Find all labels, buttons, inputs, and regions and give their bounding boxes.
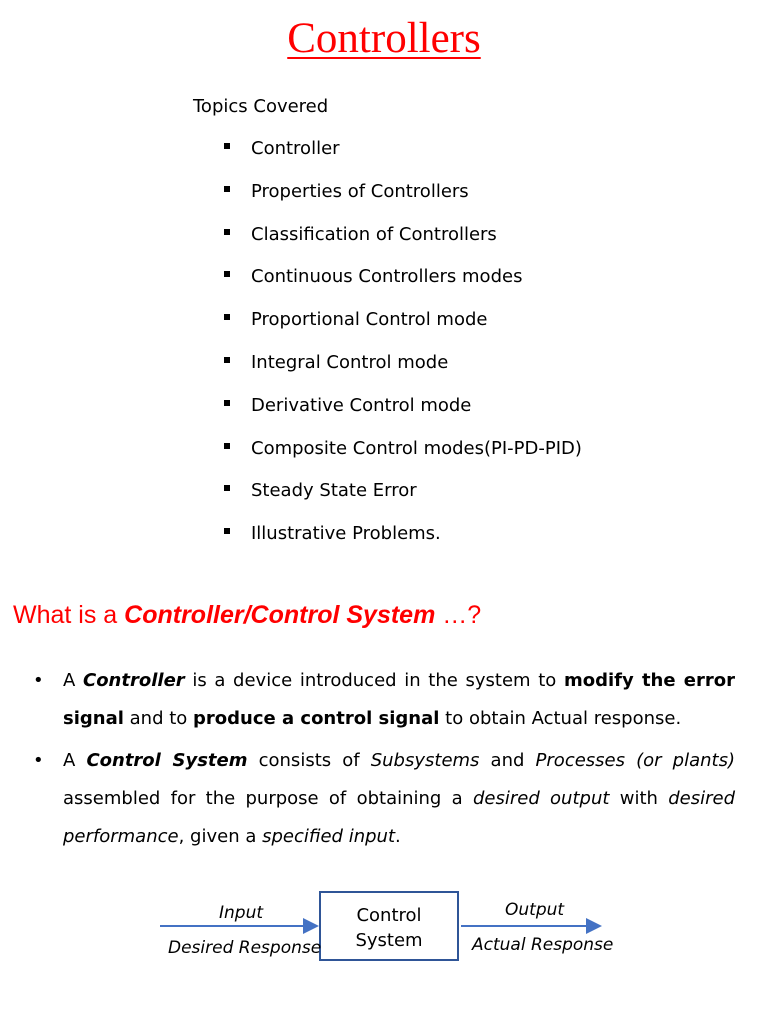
square-bullet-icon <box>224 143 230 149</box>
controller-definition: • A Controller is a device introduced in the system to modify the error signal and to produce a control signal to obtain Actual response. <box>63 662 735 738</box>
input-label: Input <box>219 903 264 923</box>
square-bullet-icon <box>224 271 230 277</box>
control-system-definition: • A Control System consists of Subsystems and Processes (or plants) assembled for the purpose of obtaining a desired output with desired performance, given a specified input. <box>63 742 735 856</box>
bullet-icon: • <box>33 670 44 691</box>
bullet-icon: • <box>33 750 44 771</box>
page-title: Controllers <box>287 15 481 62</box>
square-bullet-icon <box>224 443 230 449</box>
section-heading: What is a Controller/Control System …? <box>13 601 482 629</box>
output-label: Output <box>505 900 565 920</box>
control-system-diagram <box>0 880 768 980</box>
control-system-block: Control System <box>319 891 459 961</box>
square-bullet-icon <box>224 485 230 491</box>
square-bullet-icon <box>224 357 230 363</box>
square-bullet-icon <box>224 229 230 235</box>
square-bullet-icon <box>224 400 230 406</box>
actual-response-label: Actual Response <box>472 935 614 955</box>
desired-response-label: Desired Response <box>168 938 322 958</box>
topics-label: Topics Covered <box>193 96 329 117</box>
square-bullet-icon <box>224 528 230 534</box>
square-bullet-icon <box>224 186 230 192</box>
square-bullet-icon <box>224 314 230 320</box>
